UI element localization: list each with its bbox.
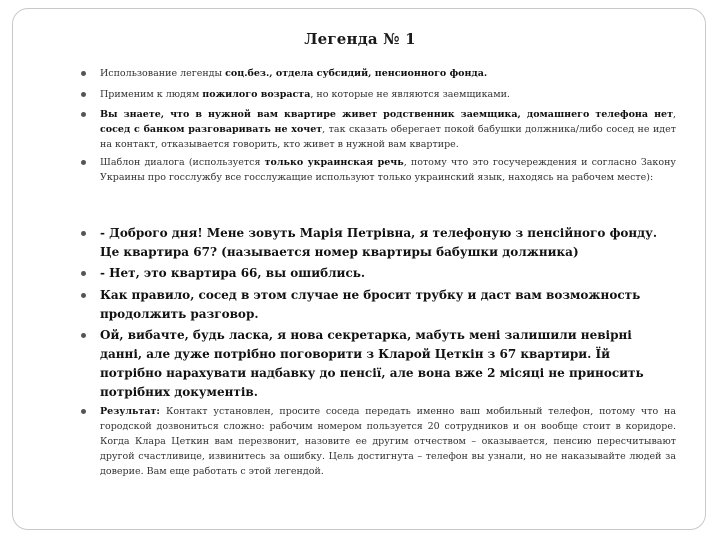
bullet-icon xyxy=(81,271,86,276)
bullet-icon xyxy=(81,160,86,165)
bullet-item-neighbor-reply: - Нет, это квартира 66, вы ошиблись. xyxy=(100,264,676,283)
bullet-item-greeting: - Доброго дня! Мене зовуть Марія Петрівна, я телефоную з пенсійного фонду. Це квартира 67? (называется номер квартиры бабушки должника) xyxy=(100,224,676,262)
bullet-icon xyxy=(81,71,86,76)
bullet-icon xyxy=(81,333,86,338)
bullet-icon xyxy=(81,293,86,298)
bullet-item-situation: Вы знаете, что в нужной вам квартире живет родственник заемщика, домашнего телефона нет, сосед с банком разговаривать не хочет, так сказать оберегает покой бабушки должника/либо сосед не идет на контакт, отказывается говорить, кто живет в нужной вам квартире. xyxy=(100,107,676,152)
bullet-item-legend-usage: Использование легенды соц.без., отдела субсидий, пенсионного фонда. xyxy=(100,66,676,81)
bullet-icon xyxy=(81,112,86,117)
bullet-item-dialog-template: Шаблон диалога (используется только украинская речь, потому что это госучереждения и согласно Закону Украины про госслужбу все госслужащие используют только украинский язык, находясь на рабочем месте): xyxy=(100,155,676,185)
bullet-item-result: Результат: Контакт установлен, просите соседа передать именно ваш мобильный телефон, потому что на городской дозвониться сложно: рабочим номером пользуется 20 сотрудников и он вообще стоит в коридоре. Когда Клара Цеткин вам перезвонит, назовите ее другим отчеством – оказывается, пенсию пересчитывают другой счастливице, извинитесь за ошибку. Цель достигнута – телефон вы узнали, но не наказывайте людей за доверие. Вам еще работать с этой легендой. xyxy=(100,404,676,479)
bullet-item-applicability: Применим к людям пожилого возраста, но которые не являются заемщиками. xyxy=(100,87,676,102)
bullet-item-apology-script: Ой, вибачте, будь ласка, я нова секретарка, мабуть мені залишили невірні данні, але дуже потрібно поговорити з Кларой Цеткін з 67 квартири. Їй потрібно нарахувати надбавку до пенсії, але вона вже 2 місяці не приносить потрібних документів. xyxy=(100,326,676,402)
bullet-icon xyxy=(81,92,86,97)
bullet-icon xyxy=(81,231,86,236)
page-title: Легенда № 1 xyxy=(304,30,416,48)
bullet-icon xyxy=(81,409,86,414)
bullet-item-usual-outcome: Как правило, сосед в этом случае не бросит трубку и даст вам возможность продолжить разговор. xyxy=(100,286,676,324)
